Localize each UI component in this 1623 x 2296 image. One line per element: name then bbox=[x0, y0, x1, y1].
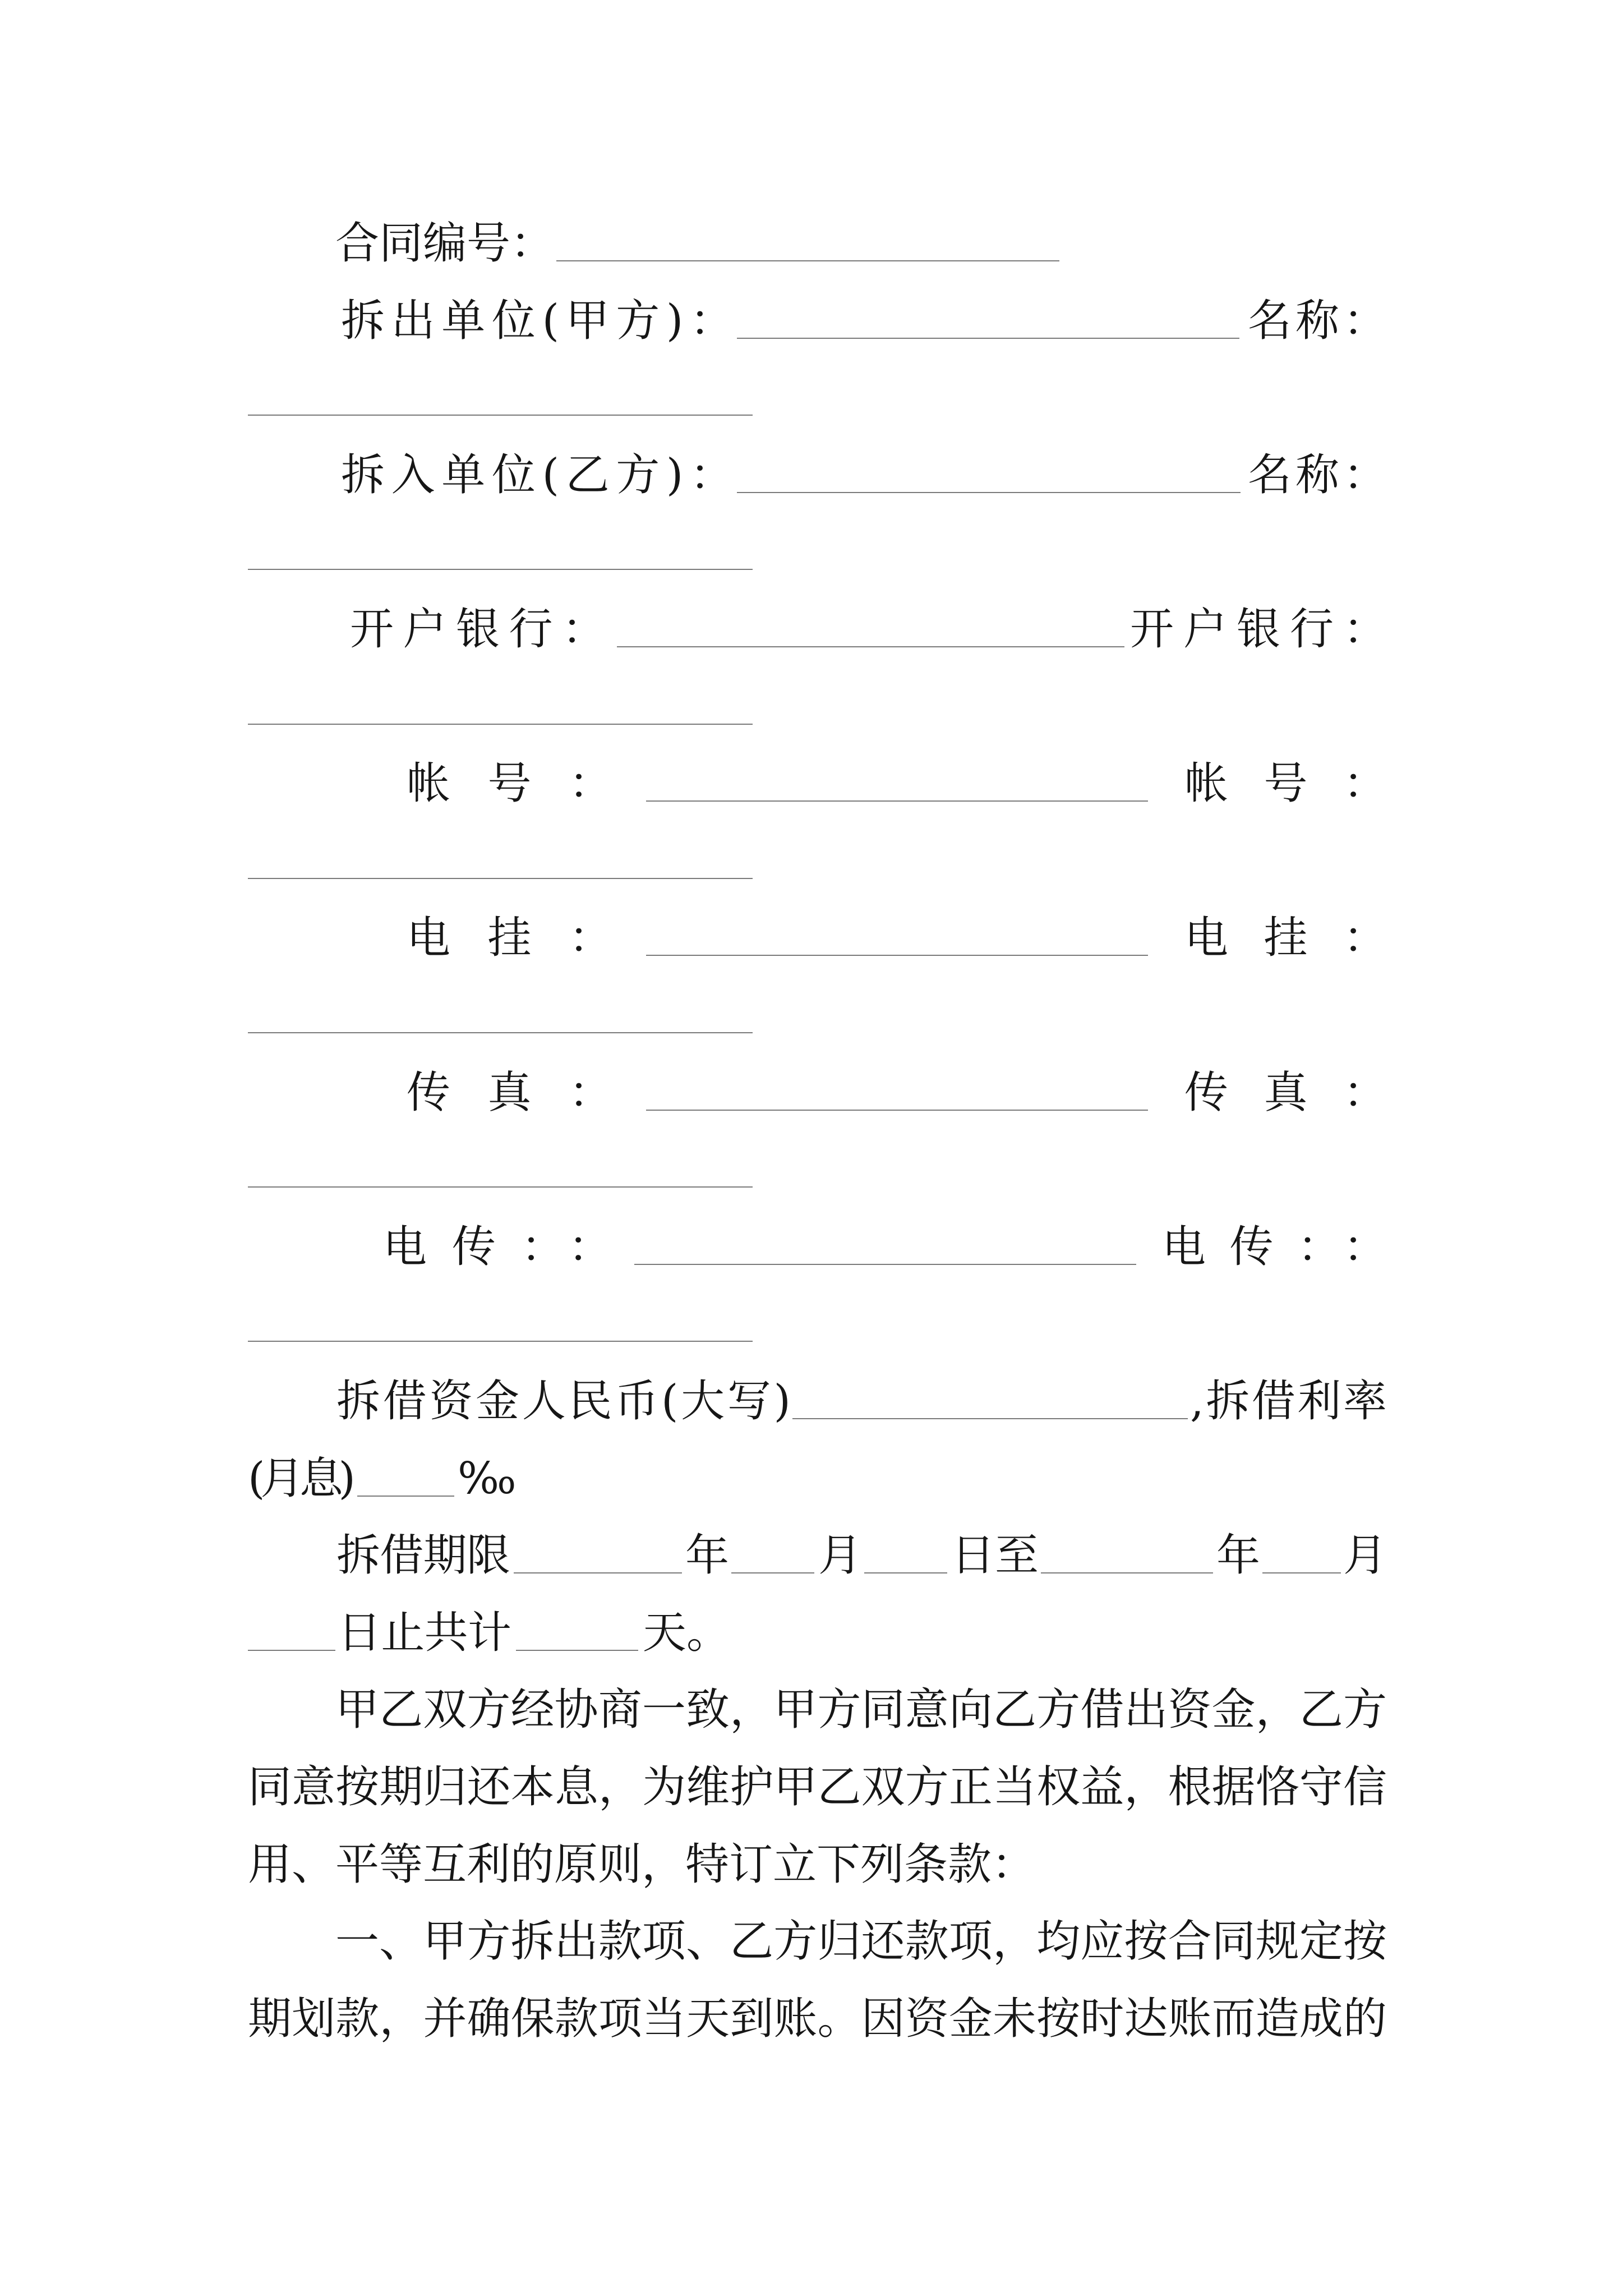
account-party-b-label: 帐号： bbox=[1184, 758, 1423, 809]
preamble-line-text: 同意按期归还本息，为维护甲乙双方正当权益，根据恪守信 bbox=[248, 1762, 1387, 1812]
start-day-blank bbox=[864, 1572, 947, 1573]
party-a-unit-label: 拆出单位(甲方)： bbox=[341, 295, 740, 346]
bank-party-b-label: 开户银行： bbox=[1130, 604, 1396, 655]
cable-party-b-blank bbox=[248, 1032, 753, 1033]
party-b-unit-blank bbox=[737, 492, 1241, 493]
days-unit: 天。 bbox=[643, 1607, 731, 1658]
party-b-name-blank bbox=[248, 569, 753, 570]
account-party-b-row bbox=[0, 822, 1623, 900]
start-year-blank bbox=[514, 1572, 682, 1573]
fax-party-b-blank bbox=[248, 1186, 753, 1188]
preamble-line-text: 用、平等互利的原则，特订立下列条款： bbox=[248, 1839, 1036, 1890]
preamble-line bbox=[0, 1749, 1623, 1826]
loan-term-total-row bbox=[0, 1594, 1623, 1672]
bank-party-b-blank bbox=[248, 724, 753, 725]
fax-row bbox=[0, 1054, 1623, 1131]
loan-term-row bbox=[0, 1517, 1623, 1594]
start-year-unit: 年 bbox=[685, 1530, 730, 1581]
bank-party-a-label: 开户银行： bbox=[350, 604, 615, 655]
party-b-name-row bbox=[0, 513, 1623, 591]
end-month-unit: 月 bbox=[1343, 1530, 1387, 1581]
loan-rate-row bbox=[0, 1440, 1623, 1517]
start-month-blank bbox=[731, 1572, 814, 1573]
party-a-name-label: 名称： bbox=[1248, 295, 1391, 346]
telex-party-b-label: 电传：： bbox=[1162, 1221, 1411, 1272]
contract-number-label: 合同编号： bbox=[335, 218, 555, 269]
loan-rate-label: ,拆借利率 bbox=[1190, 1376, 1389, 1427]
total-days-blank bbox=[516, 1650, 638, 1651]
start-day-to: 日至 bbox=[951, 1530, 1039, 1581]
preamble-line bbox=[0, 1826, 1623, 1903]
clause-1-line-text: 期划款，并确保款项当天到账。因资金未按时达账而造成的 bbox=[248, 1993, 1387, 2044]
party-a-name-row bbox=[0, 359, 1623, 436]
cable-row bbox=[0, 899, 1623, 977]
monthly-rate-label: (月息) bbox=[248, 1453, 351, 1504]
telex-party-a-blank bbox=[634, 1264, 1136, 1265]
account-party-b-blank bbox=[248, 878, 753, 879]
contract-number-row bbox=[0, 205, 1623, 282]
monthly-rate-blank bbox=[357, 1496, 454, 1497]
telex-party-a-label: 电传：： bbox=[383, 1221, 637, 1272]
preamble-line bbox=[0, 1671, 1623, 1749]
loan-term-label: 拆借期限 bbox=[336, 1530, 510, 1581]
end-day-total-label: 日止共计 bbox=[338, 1607, 511, 1658]
telex-party-b-row bbox=[0, 1285, 1623, 1363]
party-b-unit-row bbox=[0, 436, 1623, 514]
fax-party-a-label: 传真： bbox=[407, 1067, 650, 1118]
permille-sign: ‰ bbox=[458, 1453, 517, 1504]
end-year-unit: 年 bbox=[1216, 1530, 1261, 1581]
end-year-blank bbox=[1041, 1572, 1213, 1573]
clause-1-line bbox=[0, 1903, 1623, 1980]
cable-party-a-blank bbox=[646, 955, 1148, 956]
party-a-unit-row bbox=[0, 282, 1623, 360]
cable-party-a-label: 电挂： bbox=[407, 913, 650, 964]
clause-1-line-text: 一、甲方拆出款项、乙方归还款项，均应按合同规定按 bbox=[335, 1916, 1387, 1967]
telex-party-b-blank bbox=[248, 1341, 753, 1342]
contract-number-blank bbox=[556, 260, 1059, 261]
account-party-a-label: 帐号： bbox=[407, 758, 650, 809]
account-party-a-blank bbox=[646, 800, 1148, 802]
bank-row bbox=[0, 591, 1623, 668]
end-day-blank bbox=[248, 1650, 335, 1651]
loan-amount-row bbox=[0, 1363, 1623, 1440]
fax-party-b-row bbox=[0, 1131, 1623, 1208]
account-row bbox=[0, 745, 1623, 822]
party-a-unit-blank bbox=[737, 338, 1239, 339]
party-a-name-blank bbox=[248, 415, 753, 416]
preamble-line-text: 甲乙双方经协商一致，甲方同意向乙方借出资金，乙方 bbox=[335, 1685, 1387, 1736]
cable-party-b-label: 电挂： bbox=[1184, 913, 1423, 964]
clause-1-line bbox=[0, 1980, 1623, 2058]
bank-party-a-blank bbox=[617, 646, 1124, 647]
loan-amount-label: 拆借资金人民币(大写) bbox=[336, 1376, 794, 1427]
start-month-unit: 月 bbox=[818, 1530, 863, 1581]
fax-party-b-label: 传真： bbox=[1184, 1067, 1423, 1118]
cable-party-b-row bbox=[0, 977, 1623, 1054]
party-b-unit-label: 拆入单位(乙方)： bbox=[341, 449, 740, 500]
end-month-blank bbox=[1262, 1572, 1341, 1573]
loan-amount-blank bbox=[792, 1418, 1188, 1419]
fax-party-a-blank bbox=[646, 1110, 1148, 1111]
telex-row bbox=[0, 1208, 1623, 1286]
bank-party-b-row bbox=[0, 668, 1623, 746]
party-b-name-label: 名称： bbox=[1248, 449, 1391, 500]
